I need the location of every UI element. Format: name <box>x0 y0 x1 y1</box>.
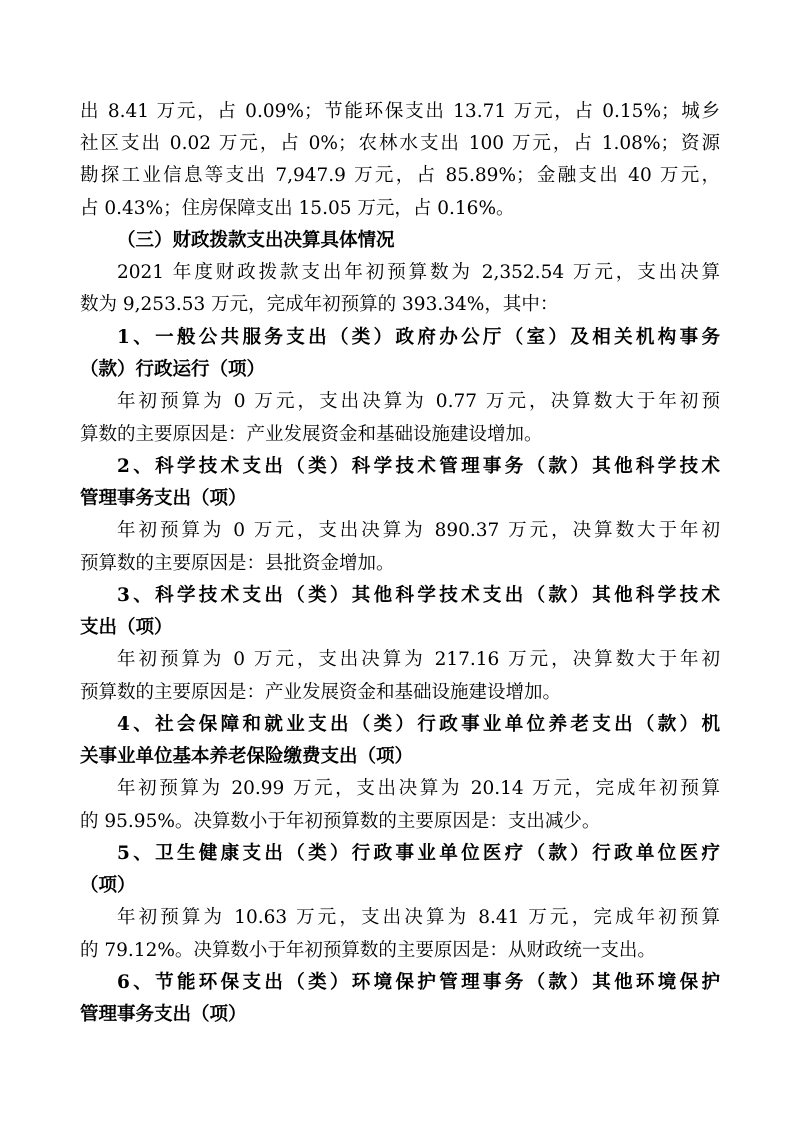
item-heading-3-cont: 支出（项） <box>80 617 173 638</box>
body-text-line: 年初预算为 10.63 万元，支出决算为 8.41 万元，完成年初预算 <box>117 907 720 928</box>
body-text-line: 预算数的主要原因是：县批资金增加。 <box>80 553 395 574</box>
body-text-line: 勘探工业信息等支出 7,947.9 万元，占 85.89%；金融支出 40 万元， <box>80 165 720 186</box>
body-text-line: 社区支出 0.02 万元，占 0%；农林水支出 100 万元，占 1.08%；资源 <box>80 133 720 154</box>
item-heading-2: 2、科学技术支出（类）科学技术管理事务（款）其他科学技术 <box>117 456 720 477</box>
body-text-line: 算数的主要原因是：产业发展资金和基础设施建设增加。 <box>80 424 543 445</box>
body-text-line: 的 95.95%。决算数小于年初预算数的主要原因是：支出减少。 <box>80 811 601 832</box>
item-heading-1: 1、一般公共服务支出（类）政府办公厅（室）及相关机构事务 <box>117 327 720 348</box>
body-text-line: 预算数的主要原因是：产业发展资金和基础设施建设增加。 <box>80 682 562 703</box>
item-heading-6-cont: 管理事务支出（项） <box>80 1004 247 1025</box>
item-heading-1-cont: （款）行政运行（项） <box>80 359 266 380</box>
item-heading-5-cont: （项） <box>80 875 136 896</box>
body-text-line: 出 8.41 万元，占 0.09%；节能环保支出 13.71 万元，占 0.15%；城乡 <box>80 101 720 122</box>
body-text-line: 数为 9,253.53 万元，完成年初预算的 393.34%，其中： <box>80 294 559 315</box>
body-text-line: 年初预算为 20.99 万元，支出决算为 20.14 万元，完成年初预算 <box>117 778 720 799</box>
body-text-line: 年初预算为 0 万元，支出决算为 0.77 万元，决算数大于年初预 <box>117 391 720 412</box>
item-heading-2-cont: 管理事务支出（项） <box>80 488 247 509</box>
body-text-line: 的 79.12%。决算数小于年初预算数的主要原因是：从财政统一支出。 <box>80 940 656 961</box>
body-text-line: 年初预算为 0 万元，支出决算为 890.37 万元，决算数大于年初 <box>117 520 720 541</box>
item-heading-3: 3、科学技术支出（类）其他科学技术支出（款）其他科学技术 <box>117 585 720 606</box>
item-heading-6: 6、节能环保支出（类）环境保护管理事务（款）其他环境保护 <box>117 972 720 993</box>
body-text-line: 年初预算为 0 万元，支出决算为 217.16 万元，决算数大于年初 <box>117 649 720 670</box>
body-text-line: 占 0.43%；住房保障支出 15.05 万元，占 0.16%。 <box>80 198 515 219</box>
body-text-line: 2021 年度财政拨款支出年初预算数为 2,352.54 万元，支出决算 <box>117 262 720 283</box>
section-heading: （三）财政拨款支出决算具体情况 <box>117 230 395 251</box>
item-heading-5: 5、卫生健康支出（类）行政事业单位医疗（款）行政单位医疗 <box>117 843 720 864</box>
item-heading-4: 4、社会保障和就业支出（类）行政事业单位养老支出（款）机 <box>117 714 720 735</box>
item-heading-4-cont: 关事业单位基本养老保险缴费支出（项） <box>80 746 414 767</box>
